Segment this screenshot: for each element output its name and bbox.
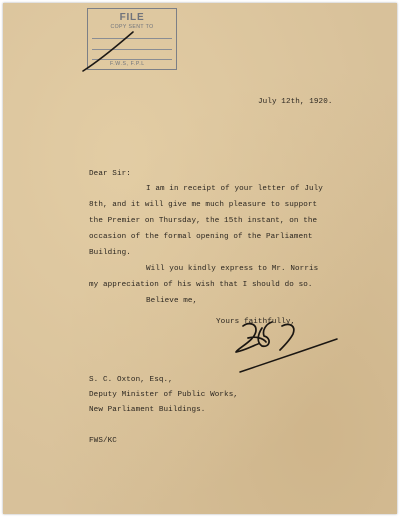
stamp-footer: F.W.S, F.P.L (110, 61, 145, 67)
body-line: Building. (89, 249, 131, 257)
body-line: I am in receipt of your letter of July (146, 185, 323, 193)
body-line: the Premier on Thursday, the 15th instant, on the (89, 217, 318, 225)
stamp-check-stroke (83, 32, 133, 71)
reference-initials: FWS/KC (89, 437, 117, 445)
letter-date: July 12th, 1920. (258, 98, 333, 106)
closing: Yours faithfully, (216, 318, 296, 326)
body-line: Believe me, (146, 297, 198, 305)
stamp-title: FILE (119, 12, 145, 23)
body-line: my appreciation of his wish that I should do so. (89, 281, 313, 289)
recipient-line: S. C. Oxton, Esq., (89, 376, 173, 384)
recipient-line: New Parliament Buildings. (89, 406, 206, 414)
body-line: 8th, and it will give me much pleasure to support (89, 201, 318, 209)
body-line: Will you kindly express to Mr. Norris (146, 265, 319, 273)
signature (236, 322, 294, 352)
body-line: occasion of the formal opening of the Parliament (89, 233, 313, 241)
signature-underline (240, 339, 337, 372)
stamp-subtitle: COPY SENT TO (110, 24, 154, 30)
salutation: Dear Sir: (89, 170, 131, 178)
recipient-line: Deputy Minister of Public Works, (89, 391, 239, 399)
